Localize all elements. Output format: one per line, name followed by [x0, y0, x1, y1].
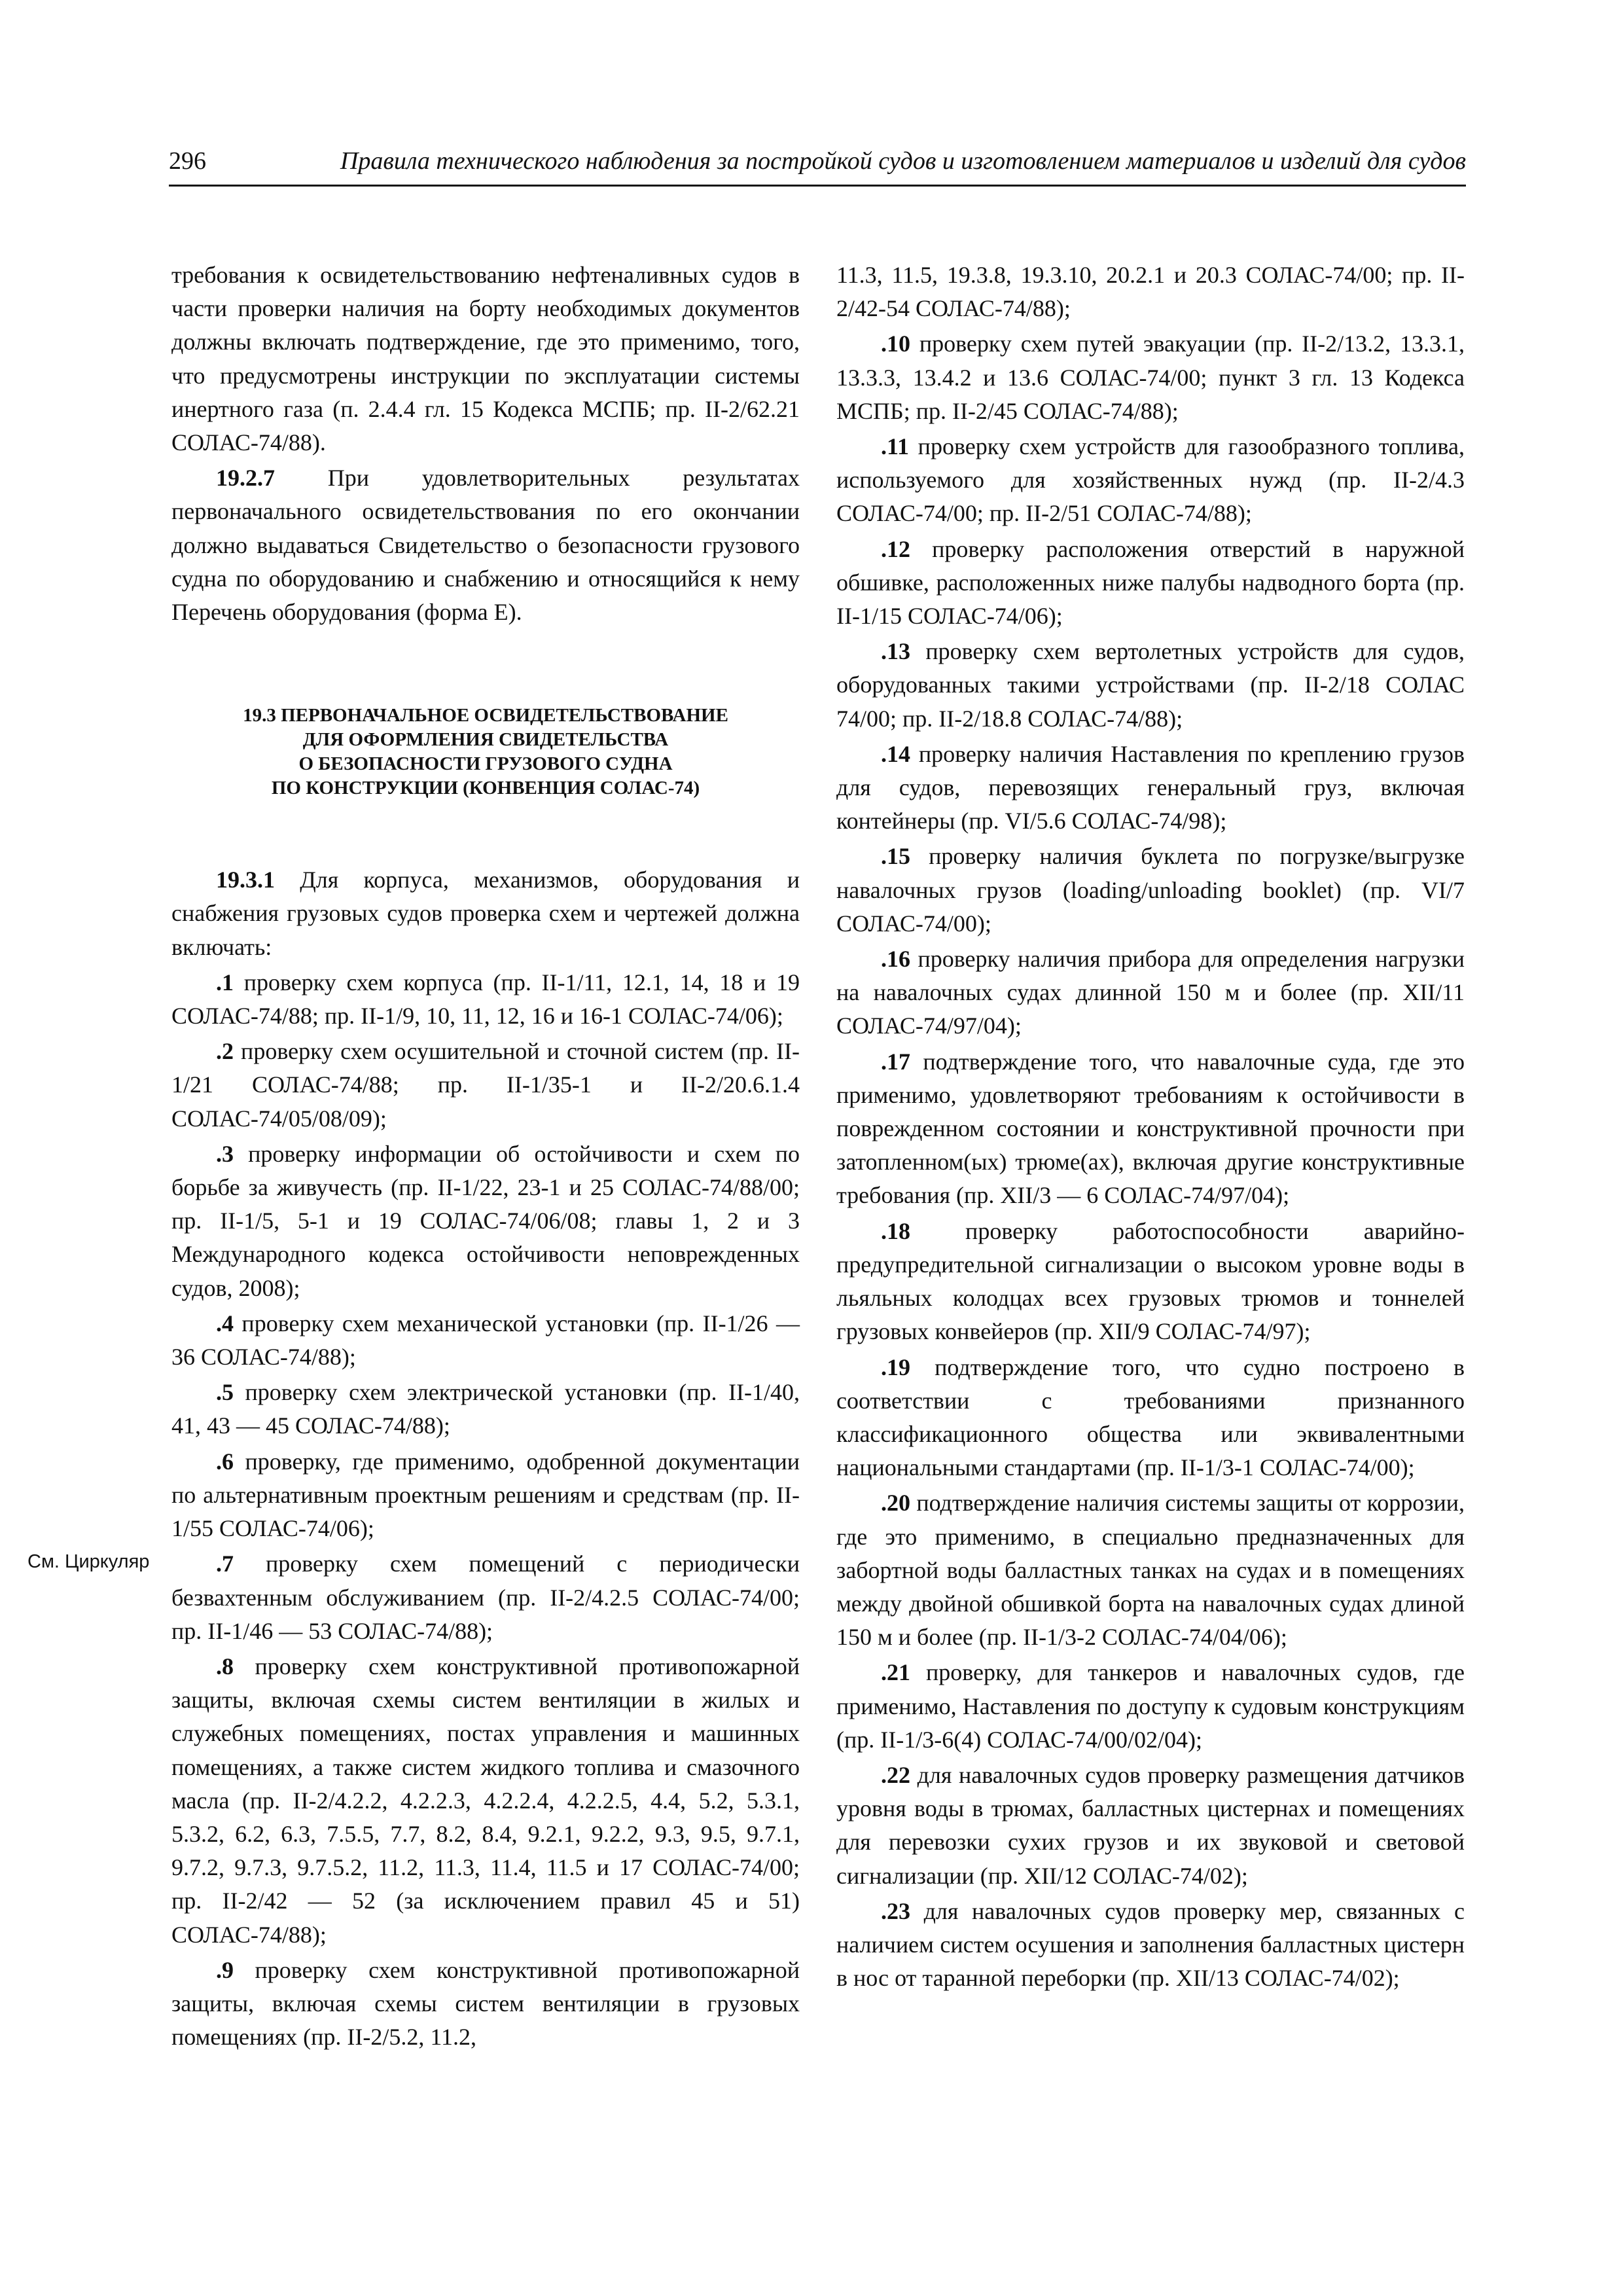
- item-text: проверку схем конструктивной противопожарной защиты, включая схемы систем вентиляции в грузовых помещениях (пр. II-2/5.2, 11.2,: [171, 1956, 800, 2051]
- item-text: проверку наличия прибора для определения нагрузки на навалочных судах длинной 150 м и более (пр. XII/11 СОЛАС-74/97/04);: [836, 946, 1465, 1039]
- page-number: 296: [169, 147, 206, 175]
- item-text: проверку наличия буклета по погрузке/выгрузке навалочных грузов (loading/unloading booklet) (пр. VI/7 СОЛАС-74/00);: [836, 843, 1465, 937]
- item-number: .20: [881, 1490, 910, 1516]
- list-item: [836, 635, 1465, 736]
- list-item: [171, 1547, 800, 1648]
- paragraph-continued: 11.3, 11.5, 19.3.8, 19.3.10, 20.2.1 и 20.3 СОЛАС-74/00; пр. II-2/42-54 СОЛАС-74/88);: [836, 262, 1465, 322]
- item-text: проверку схем устройств для газообразного топлива, используемого для хозяйственных нужд (пр. II-2/4.3 СОЛАС-74/00; пр. II-2/51 СОЛАС-74/88);: [836, 433, 1465, 527]
- list-item: [836, 1215, 1465, 1349]
- item-number: .16: [881, 946, 910, 973]
- item-text: проверку схем осушительной и сточной систем (пр. II-1/21 СОЛАС-74/88; пр. II-1/35-1 и II-2/20.6.1.4 СОЛАС-74/05/08/09);: [171, 1038, 800, 1132]
- item-number: .22: [881, 1761, 910, 1788]
- item-text: проверку схем конструктивной противопожарной защиты, включая схемы систем вентиляции в жилых и служебных помещениях, постах управления и машинных помещениях, а также систем жидкого топлива и смазочного масла (пр. II-2/4.2.2, 4.2.2.3, 4.2.2.4, 4.2.2.5, 4.4, 5.2, 5.3.1, 5.3.2, 6.2, 6.3, 7.5.5, 7.7, 8.2, 8.4, 9.2.1, 9.2.2, 9.3, 9.5, 9.7.1, 9.7.2, 9.7.3, 9.7.5.2, 11.2, 11.3, 11.4, 11.5 и 17 СОЛАС-74/00; пр. II-2/42 — 52 (за исключением правил 45 и 51) СОЛАС-74/88);: [171, 1653, 800, 1948]
- section-heading-line: О БЕЗОПАСНОСТИ ГРУЗОВОГО СУДНА: [298, 753, 673, 775]
- list-item: [171, 1650, 800, 1952]
- item-number: .11: [881, 433, 910, 460]
- clause-number: 19.2.7: [216, 465, 275, 492]
- item-number: .6: [216, 1448, 234, 1475]
- section-heading-line: ДЛЯ ОФОРМЛЕНИЯ СВИДЕТЕЛЬСТВА: [302, 729, 669, 751]
- list-item: [171, 1376, 800, 1443]
- list-item: [836, 430, 1465, 531]
- item-text: проверку, где применимо, одобренной документации по альтернативным проектным решениям и средствам (пр. II-1/55 СОЛАС-74/06);: [171, 1448, 800, 1542]
- item-number: .13: [881, 638, 910, 665]
- list-item: [836, 1895, 1465, 1996]
- item-number: .21: [881, 1659, 910, 1686]
- page-header: [169, 141, 1466, 187]
- paragraph-19-3-1: [171, 863, 800, 964]
- left-column: [171, 259, 800, 2056]
- item-text: для навалочных судов проверку мер, связанных с наличием систем осушения и заполнения балластных цистерн в нос от таранной переборки (пр. XII/13 СОЛАС-74/02);: [836, 1897, 1465, 1992]
- clause-text: При удовлетворительных результатах первоначального освидетельствования по его окончании должно выдаваться Свидетельство о безопасности грузового судна по оборудованию и снабжению и относящийся к нему Перечень оборудования (форма Е).: [171, 465, 800, 626]
- item-text: проверку схем механической установки (пр. II-1/26 — 36 СОЛАС-74/88);: [171, 1310, 800, 1371]
- item-text: проверку схем вертолетных устройств для судов, оборудованных такими устройствами (пр. II-2/18 СОЛАС 74/00; пр. II-2/18.8 СОЛАС-74/88);: [836, 638, 1465, 732]
- item-number: .18: [881, 1217, 910, 1244]
- item-text: проверку схем электрической установки (пр. II-1/40, 41, 43 — 45 СОЛАС-74/88);: [171, 1379, 800, 1439]
- item-text: для навалочных судов проверку размещения датчиков уровня воды в трюмах, балластных цистернах и помещениях для перевозки сухих грузов и их звуковой и световой сигнализации (пр. XII/12 СОЛАС-74/02);: [836, 1761, 1465, 1889]
- item-number: .3: [216, 1140, 234, 1167]
- item-number: .15: [881, 843, 910, 870]
- right-column: [836, 259, 1465, 1997]
- item-text: проверку расположения отверстий в наружной обшивке, расположенных ниже палубы надводного борта (пр. II-1/15 СОЛАС-74/06);: [836, 535, 1465, 630]
- list-item: [171, 1307, 800, 1374]
- list-item: [171, 1445, 800, 1546]
- item-number: .17: [881, 1048, 910, 1075]
- list-item: [836, 1759, 1465, 1893]
- section-heading-line: ПО КОНСТРУКЦИИ (КОНВЕНЦИЯ СОЛАС-74): [271, 778, 700, 799]
- paragraph-intro: требования к освидетельствованию нефтеналивных судов в части проверки наличия на борту необходимых документов должны включать подтверждение, где это применимо, того, что предусмотрены инструкции по эксплуатации системы инертного газа (п. 2.4.4 гл. 15 Кодекса МСПБ; пр. II-2/62.21 СОЛАС-74/88).: [171, 262, 800, 456]
- list-item: [171, 1035, 800, 1136]
- list-item: [836, 327, 1465, 428]
- item-number: .7: [216, 1551, 234, 1577]
- item-number: .5: [216, 1379, 234, 1406]
- margin-note: См. Циркуляр: [27, 1551, 150, 1572]
- item-text: подтверждение того, что судно построено в соответствии с требованиями признанного классификационного общества или эквивалентными национальными стандартами (пр. II-1/3-1 СОЛАС-74/00);: [836, 1354, 1465, 1481]
- list-item: [171, 1954, 800, 2054]
- list-item: [836, 533, 1465, 634]
- item-number: .8: [216, 1653, 234, 1679]
- clause-number: 19.3.1: [216, 867, 275, 893]
- list-item: [836, 1656, 1465, 1757]
- item-number: .9: [216, 1956, 234, 1983]
- item-number: .10: [881, 331, 910, 357]
- item-text: проверку информации об остойчивости и схем по борьбе за живучесть (пр. II-1/22, 23-1 и 25 СОЛАС-74/88/00; пр. II-1/5, 5-1 и 19 СОЛАС-74/06/08; главы 1, 2 и 3 Международного кодекса остойчивости неповрежденных судов, 2008);: [171, 1140, 800, 1301]
- list-item: [836, 1486, 1465, 1654]
- list-item: [836, 1045, 1465, 1213]
- list-item: [836, 942, 1465, 1043]
- list-item: [171, 966, 800, 1033]
- item-text: проверку наличия Наставления по креплению грузов для судов, перевозящих генеральный груз, включая контейнеры (пр. VI/5.6 СОЛАС-74/98);: [836, 740, 1465, 834]
- item-number: .12: [881, 535, 910, 562]
- item-text: проверку, для танкеров и навалочных судов, где применимо, Наставления по доступу к судовым конструкциям (пр. II-1/3-6(4) СОЛАС-74/00/02/04);: [836, 1659, 1465, 1753]
- item-number: .23: [881, 1897, 910, 1924]
- running-title: Правила технического наблюдения за постройкой судов и изготовлением материалов и изделий для судов: [340, 147, 1466, 175]
- item-text: проверку работоспособности аварийно-предупредительной сигнализации о высоком уровне воды в льяльных колодцах всех грузовых трюмов и тоннелей грузовых конвейеров (пр. XII/9 СОЛАС-74/97);: [836, 1217, 1465, 1345]
- paragraph-19-2-7: [171, 461, 800, 629]
- item-number: .2: [216, 1038, 234, 1065]
- item-text: проверку схем корпуса (пр. II-1/11, 12.1, 14, 18 и 19 СОЛАС-74/88; пр. II-1/9, 10, 11, 12, 16 и 16-1 СОЛАС-74/06);: [171, 969, 800, 1030]
- list-item: [171, 1138, 800, 1305]
- item-number: .4: [216, 1310, 234, 1336]
- list-item: [836, 1351, 1465, 1485]
- item-text: проверку схем путей эвакуации (пр. II-2/13.2, 13.3.1, 13.3.3, 13.4.2 и 13.6 СОЛАС-74/00; пункт 3 гл. 13 Кодекса МСПБ; пр. II-2/45 СОЛАС-74/88);: [836, 331, 1465, 424]
- item-number: .19: [881, 1354, 910, 1380]
- list-item: [836, 738, 1465, 838]
- section-heading: [171, 704, 800, 800]
- item-text: подтверждение наличия системы защиты от коррозии, где это применимо, в специально предназначенных для забортной воды балластных танках на судах и в помещениях между двойной обшивкой борта на навалочных судах длиной 150 м и более (пр. II-1/3-2 СОЛАС-74/04/06);: [836, 1490, 1465, 1651]
- item-number: .14: [881, 740, 910, 767]
- item-number: .1: [216, 969, 234, 996]
- list-item: [836, 840, 1465, 941]
- clause-text: Для корпуса, механизмов, оборудования и снабжения грузовых судов проверка схем и чертежей должна включать:: [171, 867, 800, 960]
- section-heading-line: 19.3 ПЕРВОНАЧАЛЬНОЕ ОСВИДЕТЕЛЬСТВОВАНИЕ: [243, 705, 728, 726]
- item-text: проверку схем помещений с периодически безвахтенным обслуживанием (пр. II-2/4.2.5 СОЛАС-74/00; пр. II-1/46 — 53 СОЛАС-74/88);: [171, 1551, 800, 1644]
- item-text: подтверждение того, что навалочные суда, где это применимо, удовлетворяют требованиям к остойчивости в поврежденном состоянии и конструктивной прочности при затопленном(ых) трюме(ах), включая другие конструктивные требования (пр. XII/3 — 6 СОЛАС-74/97/04);: [836, 1048, 1465, 1209]
